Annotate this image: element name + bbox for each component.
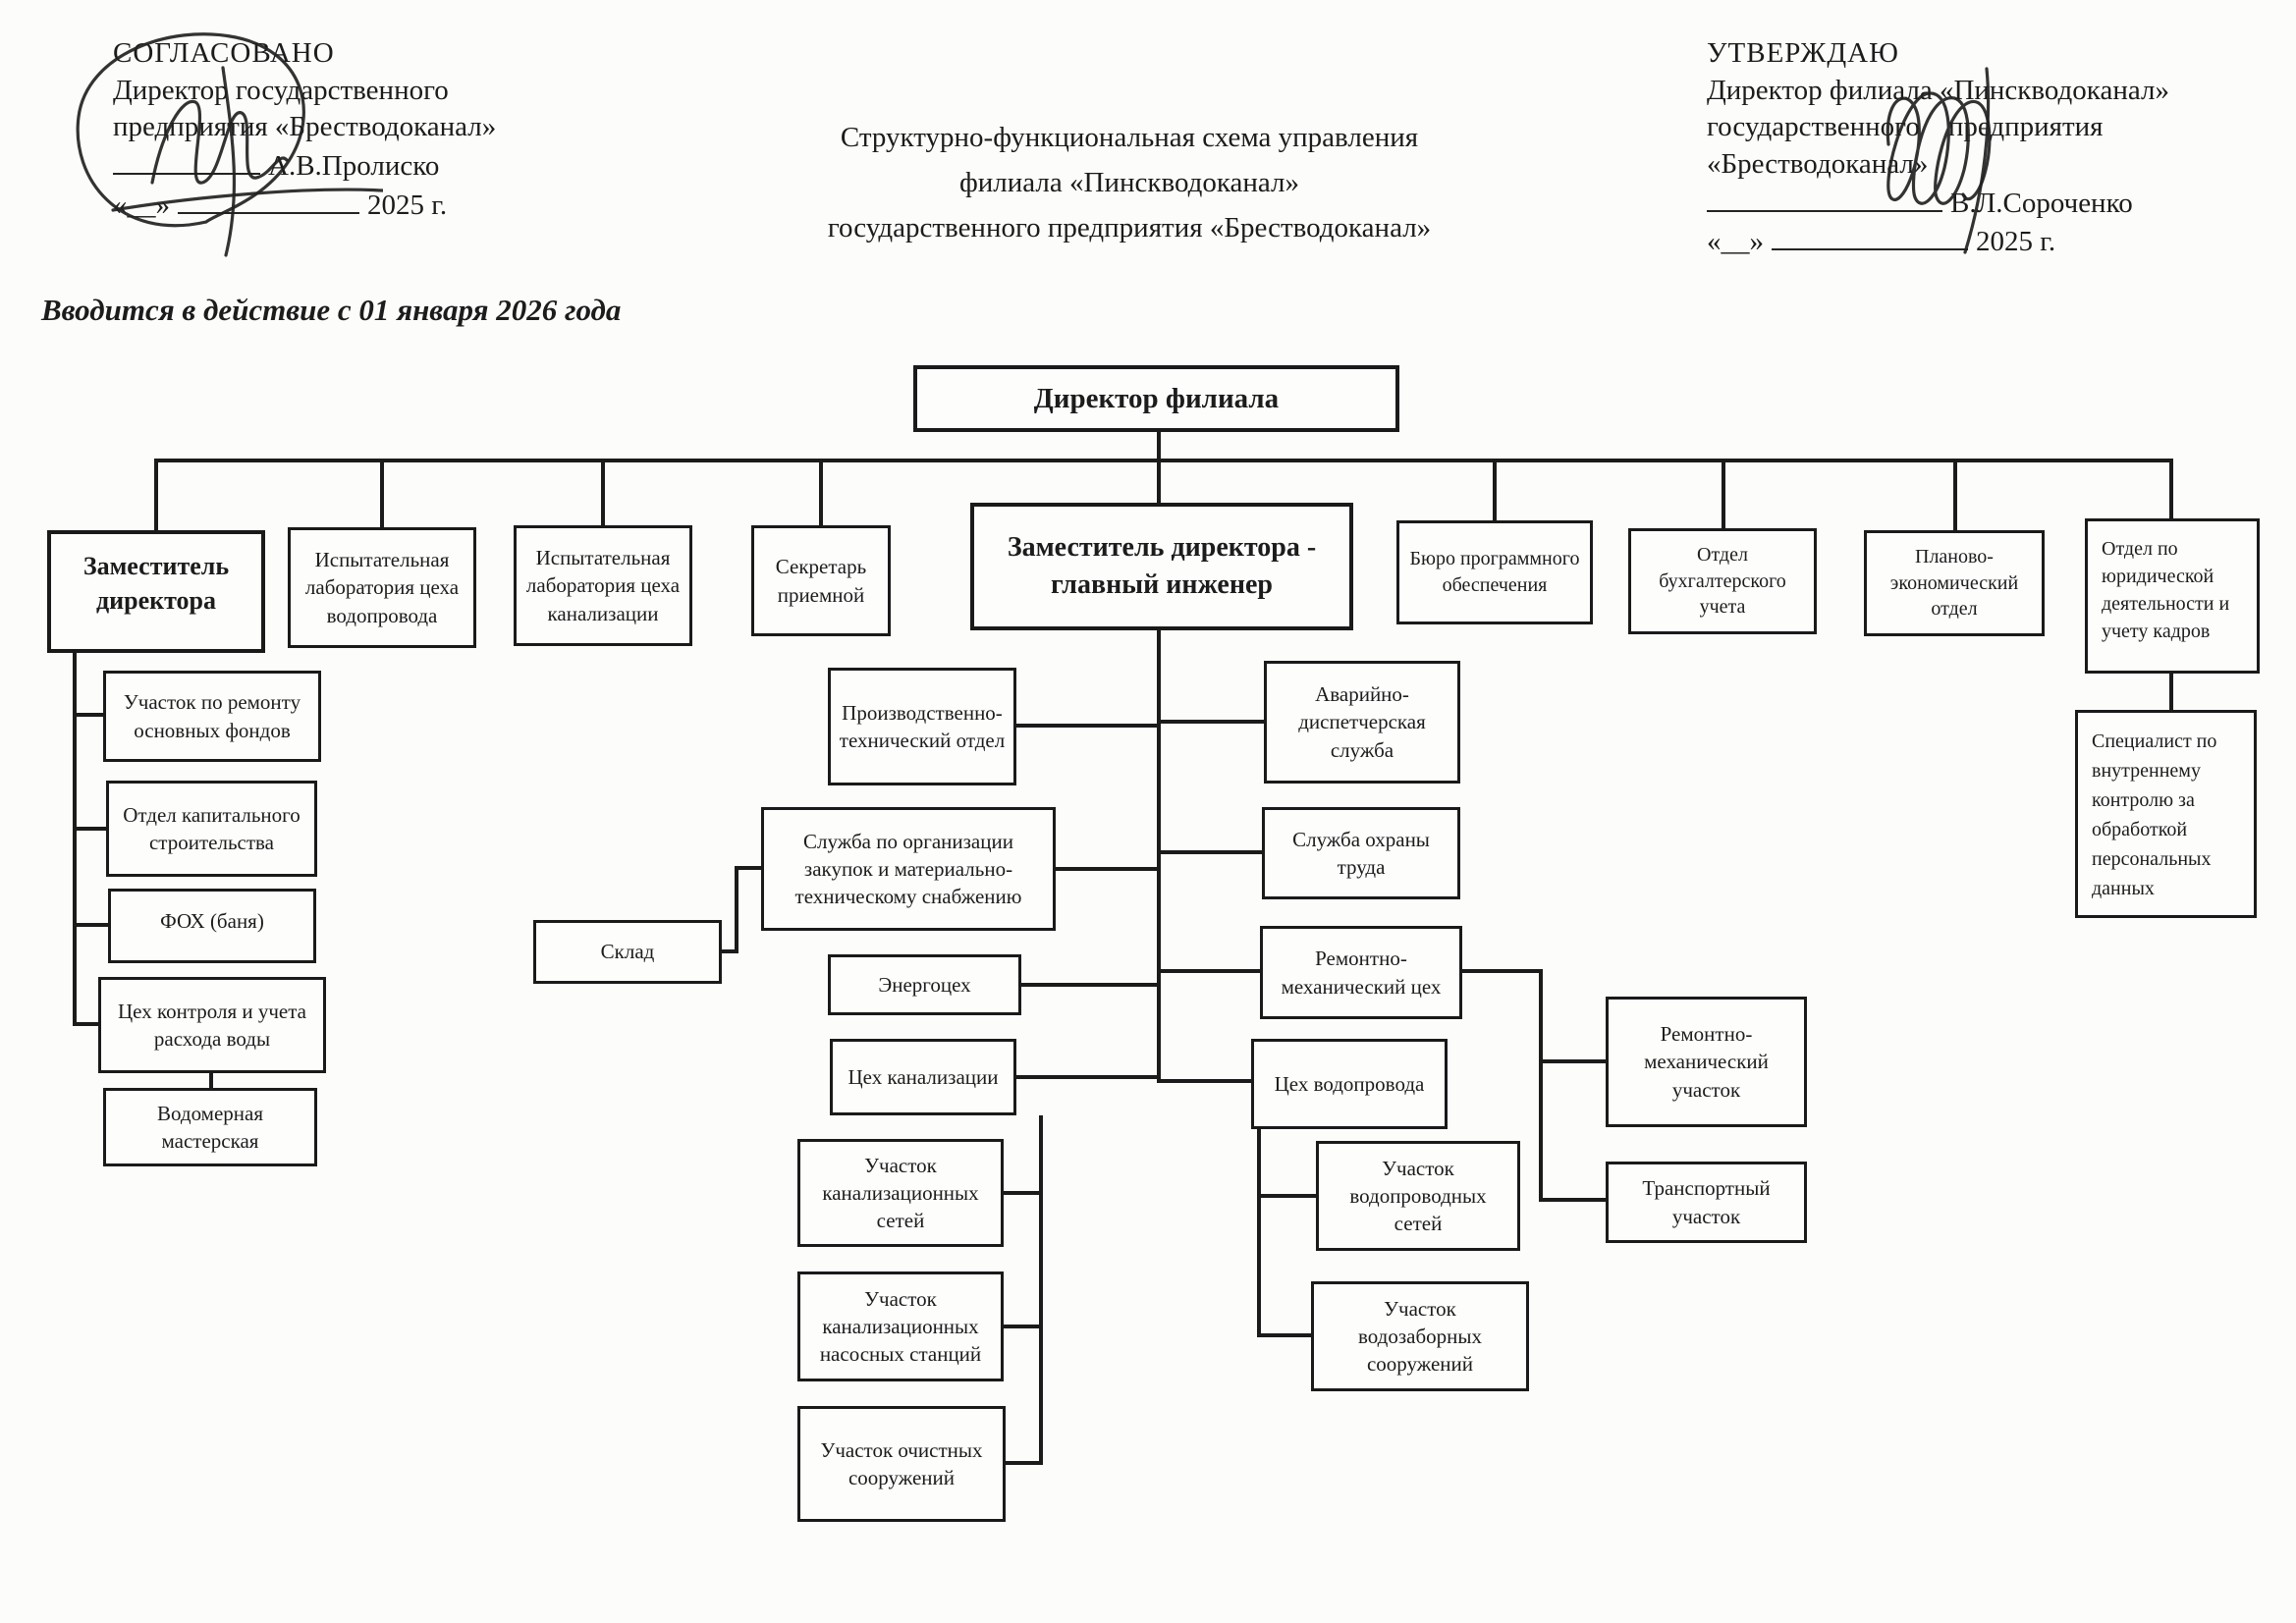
connector [735,866,761,870]
connector [1016,724,1159,728]
connector [1161,969,1260,973]
org-box-emergency-dispatch-service: Аварийно-диспетчерская служба [1264,661,1460,784]
org-box-water-networks-section: Участок водопроводных сетей [1316,1141,1520,1251]
connector [1161,720,1264,724]
agreed-name: А.В.Пролиско [268,150,440,183]
connector [1004,1325,1039,1328]
org-box-water-intake-section: Участок водозаборных сооружений [1311,1281,1529,1391]
connector [1493,461,1497,520]
org-box-deputy-director: Заместитель директора [47,530,265,653]
org-box-test-lab-sewer: Испытательная лаборатория цеха канализации [514,525,692,646]
signature-scribble-right [1861,51,2092,262]
org-box-sewer-shop: Цех канализации [830,1039,1016,1115]
org-box-capital-construction: Отдел капитального строительства [106,781,317,877]
connector [1539,969,1543,1202]
org-box-accounting: Отдел бухгалтерского учета [1628,528,1817,634]
org-box-repair-fixed-assets: Участок по ремонту основных фондов [103,671,321,762]
org-box-chief-engineer: Заместитель директора - главный инженер [970,503,1353,630]
org-box-labor-safety-service: Служба охраны труда [1262,807,1460,899]
connector [154,459,2173,462]
connector [73,653,77,1026]
connector [1259,1333,1311,1337]
title-line-1: Структурно-функциональная схема управления [840,122,1419,153]
connector [1257,1129,1261,1337]
org-box-secretary: Секретарь приемной [751,525,891,636]
connector [601,461,605,525]
org-box-personal-data-specialist: Специалист по внутреннему контролю за обработкой персональных данных [2075,710,2257,918]
connector [1462,969,1539,973]
org-box-transport-section: Транспортный участок [1606,1162,1807,1243]
org-box-planning: Планово-экономический отдел [1864,530,2045,636]
org-box-director: Директор филиала [913,365,1399,432]
connector [1157,461,1161,503]
org-box-sewer-pump-stations-section: Участок канализационных насосных станций [797,1271,1004,1381]
date-prefix: «__» [1707,226,1764,258]
title-line-3: государственного предприятия «Брестводоканал» [827,211,1432,243]
connector [73,713,103,717]
org-box-test-lab-water: Испытательная лаборатория цеха водопровода [288,527,476,648]
connector [1039,1115,1043,1465]
connector [1722,461,1725,528]
connector [1016,1075,1159,1079]
connector [1541,1059,1606,1063]
connector [1157,630,1161,1083]
approved-name: В.Л.Сороченко [1950,187,2133,219]
connector [1259,1194,1316,1198]
connector [1021,983,1159,987]
agreed-title: СОГЛАСОВАНО [113,37,335,69]
org-box-water-supply-shop: Цех водопровода [1251,1039,1448,1129]
connector [73,923,108,927]
org-box-water-meter-workshop: Водомерная мастерская [103,1088,317,1166]
connector [1161,1079,1251,1083]
approved-line-3: «Брестводоканал» [1707,148,1929,181]
connector [380,461,384,527]
org-box-repair-mechanical-section: Ремонтно-механический участок [1606,997,1807,1127]
agreed-line-1: Директор государственного [113,74,449,106]
org-box-legal: Отдел по юридической деятельности и учету кадров [2085,518,2260,674]
approved-line-1: Директор филиала «Пинскводоканал» [1707,74,2169,106]
connector [1004,1191,1039,1195]
org-box-sewer-networks-section: Участок канализационных сетей [797,1139,1004,1247]
org-box-production-technical-dept: Производственно-технический отдел [828,668,1016,785]
org-box-treatment-facilities-section: Участок очистных сооружений [797,1406,1006,1522]
org-box-procurement-service: Служба по организации закупок и материально-техническому снабжению [761,807,1056,931]
connector [1539,1198,1606,1202]
connector [1006,1461,1041,1465]
org-box-software-bureau: Бюро программного обеспечения [1396,520,1593,624]
org-box-energy-shop: Энергоцех [828,954,1021,1015]
connector [1953,461,1957,530]
connector [1056,867,1159,871]
effective-note: Вводится в действие с 01 января 2026 года [41,293,622,327]
connector [73,827,106,831]
date-prefix: «__» [113,189,170,221]
approved-title: УТВЕРЖДАЮ [1707,37,1899,69]
connector [209,1073,213,1088]
approved-line-2: государственного предприятия [1707,111,2104,143]
org-box-repair-mechanical-shop: Ремонтно-механический цех [1260,926,1462,1019]
connector [1161,850,1262,854]
signature-scribble-left [59,14,383,259]
title-line-2: филиала «Пинскводоканал» [958,166,1300,198]
connector [735,866,738,953]
connector [73,1022,98,1026]
connector [154,461,158,530]
org-box-warehouse: Склад [533,920,722,984]
connector [819,461,823,525]
date-year: 2025 г. [1976,226,2056,258]
date-year: 2025 г. [367,189,448,221]
agreed-line-2: предприятия «Брестводоканал» [113,111,497,143]
org-box-water-metering-control: Цех контроля и учета расхода воды [98,977,326,1073]
connector [1157,432,1161,461]
org-box-foh-banya: ФОХ (баня) [108,889,316,963]
connector [2169,674,2173,710]
connector [2169,461,2173,518]
document-title [746,116,1512,250]
